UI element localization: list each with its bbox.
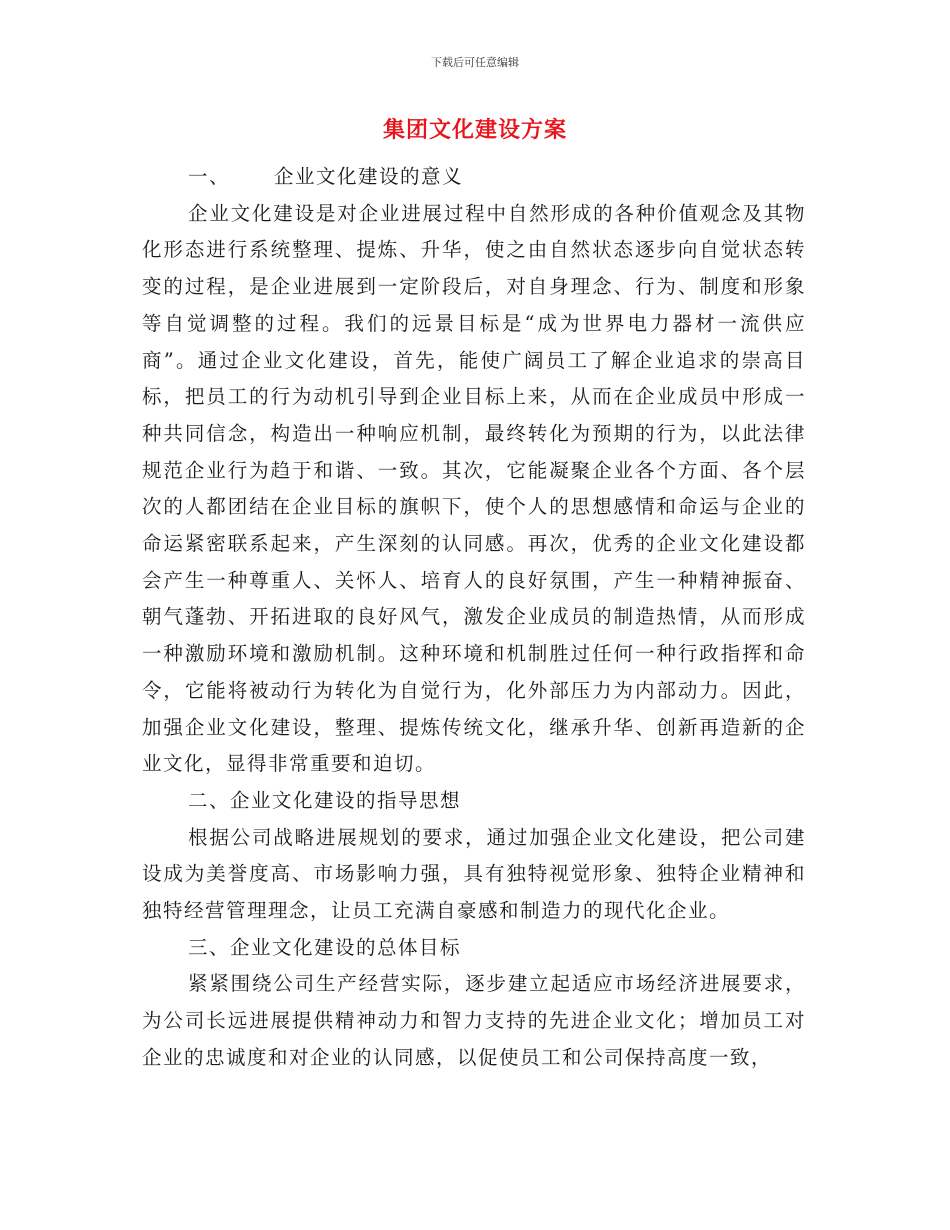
section-heading-1-text: 企业文化建设的意义 [274,165,464,188]
header-note: 下载后可任意编辑 [431,56,519,69]
document-title: 集团文化建设方案 [382,118,567,143]
section-heading-3: 三、企业文化建设的总体目标 [188,935,462,959]
section-number-1: 一、 [188,165,231,188]
section-paragraph-1: 企业文化建设是对企业进展过程中自然形成的各种价值观念及其物化形态进行系统整理、提炼、升华，使之由自然状态逐步向自觉状态转变的过程，是企业进展到一定阶段后，对自身理念、行为、制度和形象等自觉调整的过程。我们的远景目标是“成为世界电力器材一流供应商”。通过企业文化建设，首先，能使广阔员工了解企业追求的崇高目标，把员工的行为动机引导到企业目标上来，从而在企业成员中形成一种共同信念，构造出一种响应机制，最终转化为预期的行为，以此法律规范企业行为趋于和谐、一致。其次，它能凝聚企业各个方面、各个层次的人都团结在企业目标的旗帜下，使个人的思想感情和命运与企业的命运紧密联系起来，产生深刻的认同感。再次，优秀的企业文化建设都会产生一种尊重人、关怀人、培育人的良好氛围，产生一种精神振奋、朝气蓬勃、开拓进取的良好风气，激发企业成员的制造热情，从而形成一种激励环境和激励机制。这种环境和机制胜过任何一种行政指挥和命令，它能将被动行为转化为自觉行为，化外部压力为内部动力。因此，加强企业文化建设，整理、提炼传统文化，继承升华、创新再造新的企业文化，显得非常重要和迫切。 [142,201,806,776]
section-paragraph-2: 根据公司战略进展规划的要求，通过加强企业文化建设，把公司建设成为美誉度高、市场影响力强，具有独特视觉形象、独特企业精神和独特经营管理理念，让员工充满自豪感和制造力的现代化企业。 [142,825,806,923]
section-paragraph-3: 紧紧围绕公司生产经营实际，逐步建立起适应市场经济进展要求，为公司长远进展提供精神动力和智力支持的先进企业文化；增加员工对企业的忠诚度和对企业的认同感，以促使员工和公司保持高度一致， [142,972,806,1069]
section-heading-1 [142,159,806,196]
section-heading-2: 二、企业文化建设的指导思想 [188,788,462,812]
document-body [142,159,806,1077]
